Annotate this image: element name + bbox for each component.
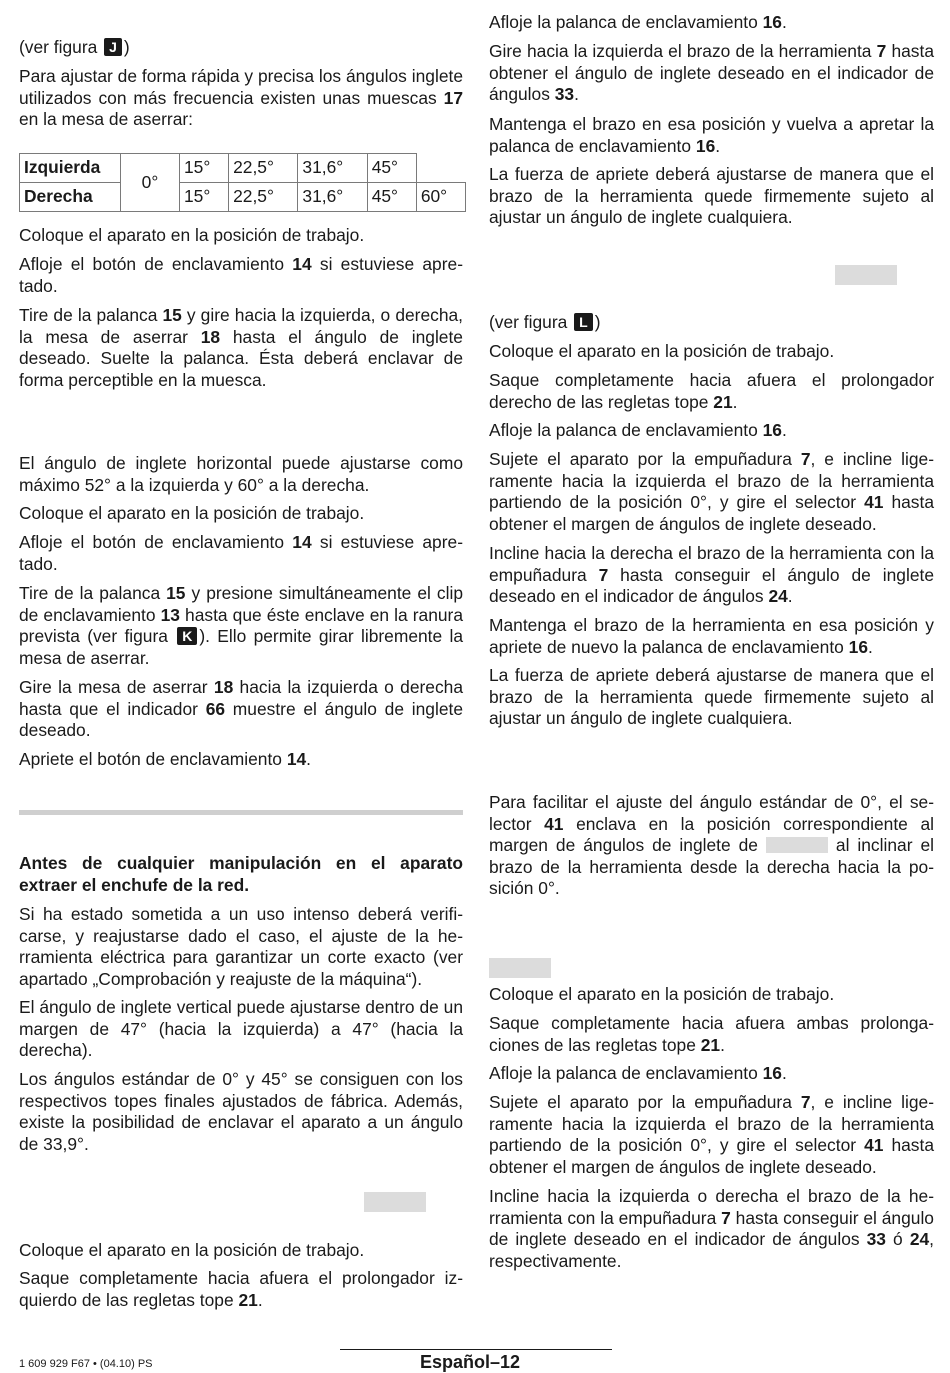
table-cell: 31,6°	[298, 183, 367, 212]
paragraph: Apriete el botón de enclavamiento 14.	[19, 749, 311, 769]
table-row	[20, 154, 466, 183]
paragraph: Los ángulos estándar de 0° y 45° se consiguen con los respectivos topes finales ajustados de fábrica. Además, existe la posibilidad de enclavar el aparato a un ángulo de 33,9°.	[19, 1069, 463, 1154]
paragraph: Saque completamente hacia afuera el prolongador izquierdo de las regletas tope 21.	[19, 1268, 463, 1310]
table-cell: 15°	[180, 183, 229, 212]
footer-rule	[340, 1349, 612, 1350]
paragraph: Mantenga el brazo en esa posición y vuelva a apretar la palanca de enclavamiento 16.	[489, 114, 934, 156]
miter-angle-table	[19, 153, 466, 212]
paragraph: Afloje la palanca de enclavamiento 16.	[489, 420, 787, 440]
paragraph: Saque completamente hacia afuera ambas prolongaciones de las regletas tope 21.	[489, 1013, 934, 1055]
warning-text: Antes de cualquier manipulación en el aparato extraer el enchufe de la red.	[19, 853, 463, 895]
paragraph: Gire hacia la izquierda el brazo de la herramienta 7 hasta obtener el ángulo de inglete deseado en el indicador de ángulos 33.	[489, 41, 935, 105]
figure-reference-l: (ver figura L )	[489, 312, 601, 332]
figure-badge-k: K	[177, 627, 197, 645]
table-cell: 45°	[367, 183, 416, 212]
table-cell: 22,5°	[229, 154, 298, 183]
table-cell-empty	[416, 154, 465, 183]
paragraph: Afloje la palanca de enclavamiento 16.	[489, 1063, 787, 1083]
paragraph: El ángulo de inglete vertical puede ajustarse dentro de un margen de 47° (hacia la izquierda) a 47° (hacia la derecha).	[19, 997, 463, 1061]
page-number: Español–12	[420, 1352, 521, 1372]
table-cell: 60°	[416, 183, 465, 212]
figure-reference-j: (ver figura J )	[19, 37, 130, 57]
redacted-box	[766, 837, 828, 853]
paragraph: Afloje la palanca de enclavamiento 16.	[489, 12, 787, 32]
redacted-box	[489, 958, 551, 978]
paragraph: Afloje el botón de enclavamiento 14 si estuviese apretado.	[19, 532, 463, 574]
paragraph: Sujete el aparato por la empuñadura 7, e incline ligeramente hacia la izquierda el brazo de la herramienta partiendo de la posición 0°, y gire el selector 41 hasta obtener el margen de ángulos de inglete deseado.	[489, 1092, 934, 1177]
paragraph: Coloque el aparato en la posición de trabajo.	[489, 341, 835, 361]
document-code: 1 609 929 F67 • (04.10) PS	[19, 1358, 153, 1370]
paragraph: Coloque el aparato en la posición de trabajo.	[489, 984, 835, 1004]
redacted-box	[364, 1192, 426, 1212]
paragraph: Incline hacia la derecha el brazo de la herramienta con la empuñadura 7 hasta conseguir el ángulo de inglete deseado en el indicador de ángulos 24.	[489, 543, 934, 607]
redacted-box	[835, 265, 897, 285]
paragraph: El ángulo de inglete horizontal puede ajustarse como máximo 52° a la izquierda y 60° a la derecha.	[19, 453, 463, 495]
paragraph: Incline hacia la izquierda o derecha el brazo de la herramienta con la empuñadura 7 hasta conseguir el ángulo de inglete deseado en el indicador de ángulos 33 ó 24, respectivamente.	[489, 1186, 934, 1271]
paragraph: La fuerza de apriete deberá ajustarse de manera que el brazo de la herramienta quede firmemente sujeto al ajustar un ángulo de inglete cualquiera.	[489, 665, 934, 729]
table-cell: 31,6°	[298, 154, 367, 183]
row-label-right: Derecha	[20, 183, 121, 212]
notch-intro-paragraph: Para ajustar de forma rápida y precisa los ángulos inglete utilizados con más frecuencia existen unas muescas 17 en la mesa de aserrar:	[19, 66, 463, 130]
paragraph: Coloque el aparato en la posición de trabajo.	[19, 1240, 365, 1260]
paragraph: Coloque el aparato en la posición de trabajo.	[19, 503, 365, 523]
figure-badge-j: J	[104, 38, 122, 56]
paragraph: Afloje el botón de enclavamiento 14 si estuviese apretado.	[19, 254, 463, 296]
table-row	[20, 183, 466, 212]
paragraph: Tire de la palanca 15 y gire hacia la izquierda, o derecha, la mesa de aserrar 18 hasta el ángulo de inglete deseado. Suelte la palanca. Ésta deberá enclavar de forma perceptible en la muesca.	[19, 305, 463, 390]
paragraph: Si ha estado sometida a un uso intenso deberá verificarse, y reajustarse dado el caso, el ajuste de la herramienta eléctrica para garantizar un corte exacto (ver apartado „Comprobación y reajuste de la máquina“).	[19, 904, 463, 989]
figure-badge-l: L	[574, 313, 593, 331]
table-cell: 15°	[180, 154, 229, 183]
paragraph: Sujete el aparato por la empuñadura 7, e incline ligeramente hacia la izquierda el brazo de la herramienta partiendo de la posición 0°, y gire el selector 41 hasta obtener el margen de ángulos de inglete deseado.	[489, 449, 934, 534]
paragraph: Para facilitar el ajuste del ángulo estándar de 0°, el selector 41 enclava en la posición correspondiente al margen de ángulos de inglete de al inclinar el brazo de la herramienta desde la derecha hacia la posición 0°.	[489, 792, 934, 899]
paragraph: Saque completamente hacia afuera el prolongador derecho de las regletas tope 21.	[489, 370, 934, 412]
zero-angle-cell: 0°	[121, 154, 180, 212]
paragraph: Gire la mesa de aserrar 18 hacia la izquierda o derecha hasta que el indicador 66 muestre el ángulo de inglete deseado.	[19, 677, 464, 741]
paragraph: Mantenga el brazo de la herramienta en esa posición y apriete de nuevo la palanca de enclavamiento 16.	[489, 615, 934, 657]
row-label-left: Izquierda	[20, 154, 121, 183]
table-cell: 22,5°	[229, 183, 298, 212]
paragraph: Coloque el aparato en la posición de trabajo.	[19, 225, 365, 245]
paragraph: La fuerza de apriete deberá ajustarse de manera que el brazo de la herramienta quede firmemente sujeto al ajustar un ángulo de inglete cualquiera.	[489, 164, 934, 228]
table-cell: 45°	[367, 154, 416, 183]
paragraph: Tire de la palanca 15 y presione simultáneamente el clip de enclavamiento 13 hasta que éste enclave en la ranura prevista (ver figura K ). Ello permite girar libremente la mesa de aserrar.	[19, 583, 464, 668]
section-divider	[19, 810, 463, 815]
